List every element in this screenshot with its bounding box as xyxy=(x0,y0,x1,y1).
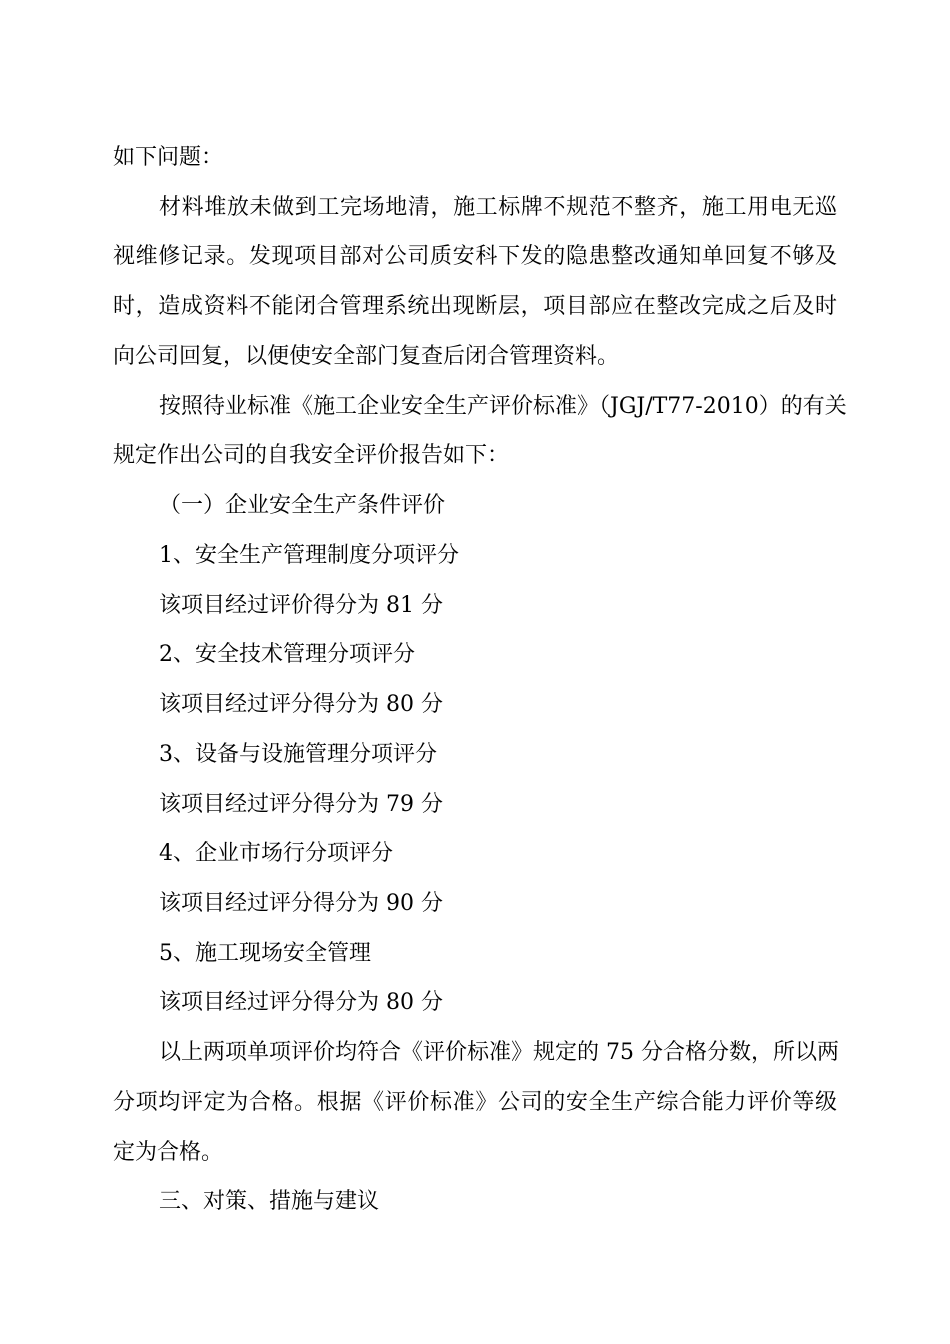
text-line-4: 时，造成资料不能闭合管理系统出现断层，项目部应在整改完成之后及时 xyxy=(113,294,837,319)
item-heading-2: 2、安全技术管理分项评分 xyxy=(159,642,415,667)
text-line-2: 材料堆放未做到工完场地清，施工标牌不规范不整齐，施工用电无巡 xyxy=(159,195,837,220)
text-line-7: 规定作出公司的自我安全评价报告如下： xyxy=(113,443,510,468)
text-line-19: 以上两项单项评价均符合《评价标准》规定的 75 分合格分数，所以两 xyxy=(159,1040,839,1065)
text-line-20: 分项均评定为合格。根据《评价标准》公司的安全生产综合能力评价等级 xyxy=(113,1090,837,1115)
item-score-2: 该项目经过评分得分为 80 分 xyxy=(159,692,443,717)
text-line-3: 视维修记录。发现项目部对公司质安科下发的隐患整改通知单回复不够及 xyxy=(113,244,837,269)
item-heading-3: 3、设备与设施管理分项评分 xyxy=(159,742,437,767)
item-heading-5: 5、施工现场安全管理 xyxy=(159,941,371,966)
text-line-5: 向公司回复，以便使安全部门复查后闭合管理资料。 xyxy=(113,344,620,369)
section-heading-3: 三、对策、措施与建议 xyxy=(159,1189,380,1214)
text-line-1: 如下问题： xyxy=(113,145,224,170)
item-score-5: 该项目经过评分得分为 80 分 xyxy=(159,990,443,1015)
item-score-3: 该项目经过评分得分为 79 分 xyxy=(159,792,443,817)
item-score-4: 该项目经过评分得分为 90 分 xyxy=(159,891,443,916)
item-heading-4: 4、企业市场行分项评分 xyxy=(159,841,393,866)
section-heading-1: （一）企业安全生产条件评价 xyxy=(159,493,446,518)
item-heading-1: 1、安全生产管理制度分项评分 xyxy=(159,543,459,568)
text-line-6: 按照待业标准《施工企业安全生产评价标准》（JGJ/T77-2010）的有关 xyxy=(159,394,847,419)
item-score-1: 该项目经过评价得分为 81 分 xyxy=(159,593,443,618)
text-line-21: 定为合格。 xyxy=(113,1140,224,1165)
